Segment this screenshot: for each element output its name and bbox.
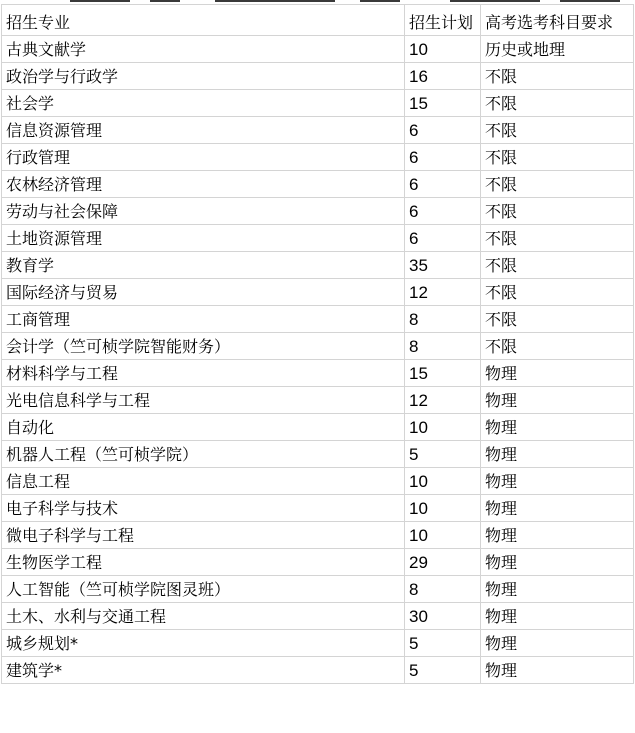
cell-major: 材料科学与工程 [2, 360, 405, 387]
cell-major: 光电信息科学与工程 [2, 387, 405, 414]
table-row [2, 279, 634, 306]
cell-plan: 8 [405, 333, 481, 360]
cell-plan: 12 [405, 279, 481, 306]
table-row [2, 225, 634, 252]
cell-plan: 5 [405, 657, 481, 684]
cell-requirement: 物理 [481, 630, 634, 657]
cell-plan: 8 [405, 576, 481, 603]
table-row [2, 576, 634, 603]
cell-major: 国际经济与贸易 [2, 279, 405, 306]
cell-requirement: 不限 [481, 144, 634, 171]
cell-major: 城乡规划* [2, 630, 405, 657]
cell-plan: 10 [405, 468, 481, 495]
cell-requirement: 不限 [481, 90, 634, 117]
cell-plan: 35 [405, 252, 481, 279]
cell-plan: 6 [405, 198, 481, 225]
cell-major: 信息资源管理 [2, 117, 405, 144]
cell-requirement: 不限 [481, 117, 634, 144]
cell-requirement: 不限 [481, 306, 634, 333]
table-row [2, 630, 634, 657]
cell-requirement: 物理 [481, 522, 634, 549]
cell-plan: 30 [405, 603, 481, 630]
cell-major: 行政管理 [2, 144, 405, 171]
cell-plan: 8 [405, 306, 481, 333]
cell-requirement: 物理 [481, 603, 634, 630]
cell-requirement: 不限 [481, 171, 634, 198]
cell-major: 劳动与社会保障 [2, 198, 405, 225]
cell-major: 电子科学与技术 [2, 495, 405, 522]
cell-requirement: 不限 [481, 333, 634, 360]
cell-major: 土木、水利与交通工程 [2, 603, 405, 630]
table-row [2, 117, 634, 144]
cell-requirement: 物理 [481, 468, 634, 495]
cell-major: 生物医学工程 [2, 549, 405, 576]
cell-requirement: 物理 [481, 414, 634, 441]
cell-requirement: 物理 [481, 387, 634, 414]
header-requirement: 高考选考科目要求 [481, 5, 634, 36]
table-row [2, 171, 634, 198]
table-row [2, 522, 634, 549]
cell-major: 会计学（竺可桢学院智能财务） [2, 333, 405, 360]
cell-major: 信息工程 [2, 468, 405, 495]
cell-plan: 6 [405, 171, 481, 198]
header-major: 招生专业 [2, 5, 405, 36]
cell-major: 古典文献学 [2, 36, 405, 63]
cell-major: 微电子科学与工程 [2, 522, 405, 549]
cell-requirement: 物理 [481, 360, 634, 387]
cell-major: 政治学与行政学 [2, 63, 405, 90]
cell-requirement: 物理 [481, 576, 634, 603]
cell-plan: 29 [405, 549, 481, 576]
table-row [2, 603, 634, 630]
cell-major: 机器人工程（竺可桢学院） [2, 441, 405, 468]
cell-requirement: 不限 [481, 252, 634, 279]
table-header-row [2, 5, 634, 36]
table-row [2, 63, 634, 90]
cell-requirement: 不限 [481, 198, 634, 225]
cell-requirement: 物理 [481, 441, 634, 468]
cell-major: 土地资源管理 [2, 225, 405, 252]
cell-requirement: 物理 [481, 549, 634, 576]
table-row [2, 144, 634, 171]
table-row [2, 495, 634, 522]
cell-major: 人工智能（竺可桢学院图灵班） [2, 576, 405, 603]
cell-major: 自动化 [2, 414, 405, 441]
cell-plan: 6 [405, 225, 481, 252]
cell-major: 工商管理 [2, 306, 405, 333]
cell-requirement: 历史或地理 [481, 36, 634, 63]
cell-plan: 6 [405, 144, 481, 171]
cell-plan: 5 [405, 441, 481, 468]
cell-major: 社会学 [2, 90, 405, 117]
table-row [2, 441, 634, 468]
table-row [2, 549, 634, 576]
cell-requirement: 物理 [481, 657, 634, 684]
cell-plan: 5 [405, 630, 481, 657]
header-plan: 招生计划 [405, 5, 481, 36]
cell-plan: 10 [405, 495, 481, 522]
cell-major: 建筑学* [2, 657, 405, 684]
cell-plan: 12 [405, 387, 481, 414]
cell-major: 教育学 [2, 252, 405, 279]
table-row [2, 333, 634, 360]
cell-plan: 10 [405, 36, 481, 63]
table-row [2, 387, 634, 414]
cell-plan: 6 [405, 117, 481, 144]
table-body [2, 5, 634, 684]
cell-plan: 16 [405, 63, 481, 90]
table-row [2, 468, 634, 495]
table-row [2, 360, 634, 387]
cell-requirement: 不限 [481, 63, 634, 90]
cell-plan: 15 [405, 360, 481, 387]
cell-major: 农林经济管理 [2, 171, 405, 198]
table-row [2, 198, 634, 225]
cell-requirement: 物理 [481, 495, 634, 522]
cell-plan: 15 [405, 90, 481, 117]
cell-requirement: 不限 [481, 225, 634, 252]
table-row [2, 657, 634, 684]
cell-plan: 10 [405, 522, 481, 549]
table-row [2, 306, 634, 333]
enrollment-table [1, 4, 634, 684]
table-row [2, 252, 634, 279]
cell-plan: 10 [405, 414, 481, 441]
table-row [2, 90, 634, 117]
cell-requirement: 不限 [481, 279, 634, 306]
table-row [2, 414, 634, 441]
table-row [2, 36, 634, 63]
